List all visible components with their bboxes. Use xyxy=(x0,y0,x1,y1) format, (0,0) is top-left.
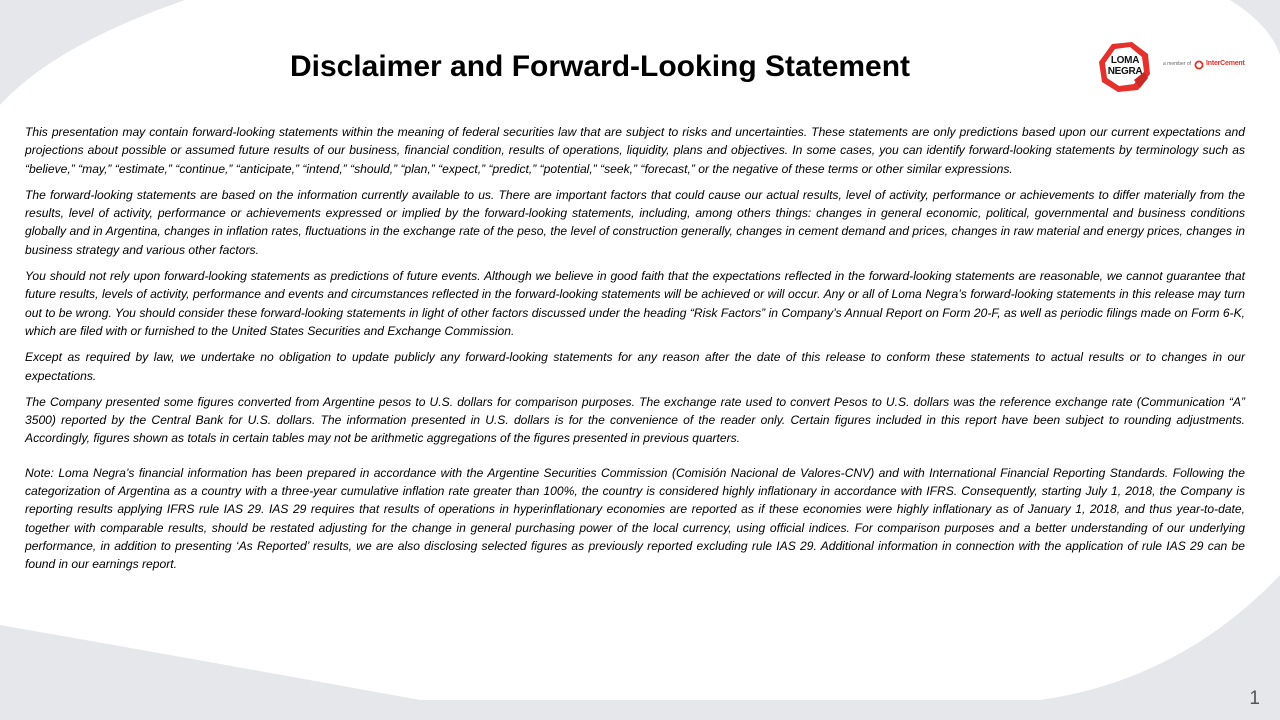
disclaimer-paragraph-4: Except as required by law, we undertake no obligation to update publicly any forward-looking statements for any reason after the date of this release to conform these statements to actual results or to changes in our expectations. xyxy=(25,350,1245,383)
disclaimer-body xyxy=(25,123,1245,582)
parent-brand-name: InterCement xyxy=(1206,60,1245,67)
brand-line-2: NEGRA xyxy=(1107,66,1143,77)
disclaimer-paragraph-2: The forward-looking statements are based on the information currently available to us. There are important factors that could cause our actual results, level of activity, performance or achievements to differ materially from the results, level of activity, performance or achievements expressed or implied by the forward-looking statements, including, among others things: changes in general economic, political, governmental and business conditions globally and in Argentina, changes in inflation rates, fluctuations in the exchange rate of the peso, the level of construction generally, changes in cement demand and prices, changes in raw material and energy prices, changes in business strategy and various other factors. xyxy=(25,187,1245,257)
financial-note-paragraph: Note: Loma Negra’s financial information has been prepared in accordance with the Argentine Securities Commission (Comisión Nacional de Valores-CNV) and with International Financial Reporting Standards. Following the categorization of Argentina as a country with a three-year cumulative inflation rate greater than 100%, the country is considered highly inflationary in accordance with IFRS. Consequently, starting July 1, 2018, the Company is reporting results applying IFRS rule IAS 29. IAS 29 requires that results of operations in hyperinflationary economies are reported as if these economies were highly inflationary as of January 1, 2018, and thus year-to-date, together with comparable results, should be restated adjusting for the change in general purchasing power of the local currency, using official indices. For comparison purposes and a better understanding of our underlying performance, in addition to presenting ‘As Reported’ results, we are also disclosing selected figures as previously reported excluding rule IAS 29. Additional information in connection with the application of rule IAS 29 can be found in our earnings report. xyxy=(25,465,1245,572)
intercement-ring-icon xyxy=(1194,60,1204,70)
member-of-label: a member of xyxy=(1163,61,1192,67)
company-logo xyxy=(1096,40,1256,94)
loma-negra-wordmark xyxy=(1105,55,1145,77)
disclaimer-paragraph-1: This presentation may contain forward-looking statements within the meaning of federal securities law that are subject to risks and uncertainties. These statements are only predictions based upon our current expectations and projections about possible or assumed future results of our business, financial condition, results of operations, liquidity, plans and objectives. In some cases, you can identify forward-looking statements by terminology such as “believe,” “may,” “estimate,” “continue,” “anticipate,” “intend,” “should,” “plan,” “expect,” “predict,” “potential,” “seek,” “forecast,” or the negative of these terms or other similar expressions. xyxy=(25,125,1245,176)
disclaimer-paragraph-3: You should not rely upon forward-looking statements as predictions of future events. Although we believe in good faith that the expectations reflected in the forward-looking statements are reasonable, we cannot guarantee that future results, levels of activity, performance and events and circumstances reflected in the forward-looking statements will be achieved or will occur. Any or all of Loma Negra’s forward-looking statements in this release may turn out to be wrong. You should consider these forward-looking statements in light of other factors discussed under the heading “Risk Factors” in Company’s Annual Report on Form 20-F, as well as periodic filings made on Form 6-K, which are filed with or furnished to the United States Securities and Exchange Commission. xyxy=(25,269,1245,338)
slide-title: Disclaimer and Forward-Looking Statement xyxy=(289,50,911,83)
brand-line-1: LOMA xyxy=(1110,55,1140,66)
page-number: 1 xyxy=(1249,688,1260,709)
disclaimer-paragraph-5: The Company presented some figures converted from Argentine pesos to U.S. dollars for comparison purposes. The exchange rate used to convert Pesos to U.S. dollars was the reference exchange rate (Communication “A” 3500) reported by the Central Bank for U.S. dollars. The information presented in U.S. dollars is for the convenience of the reader only. Certain figures included in this report have been subject to rounding adjustments. Accordingly, figures shown as totals in certain tables may not be arithmetic aggregations of the figures presented in previous quarters. xyxy=(25,394,1245,446)
